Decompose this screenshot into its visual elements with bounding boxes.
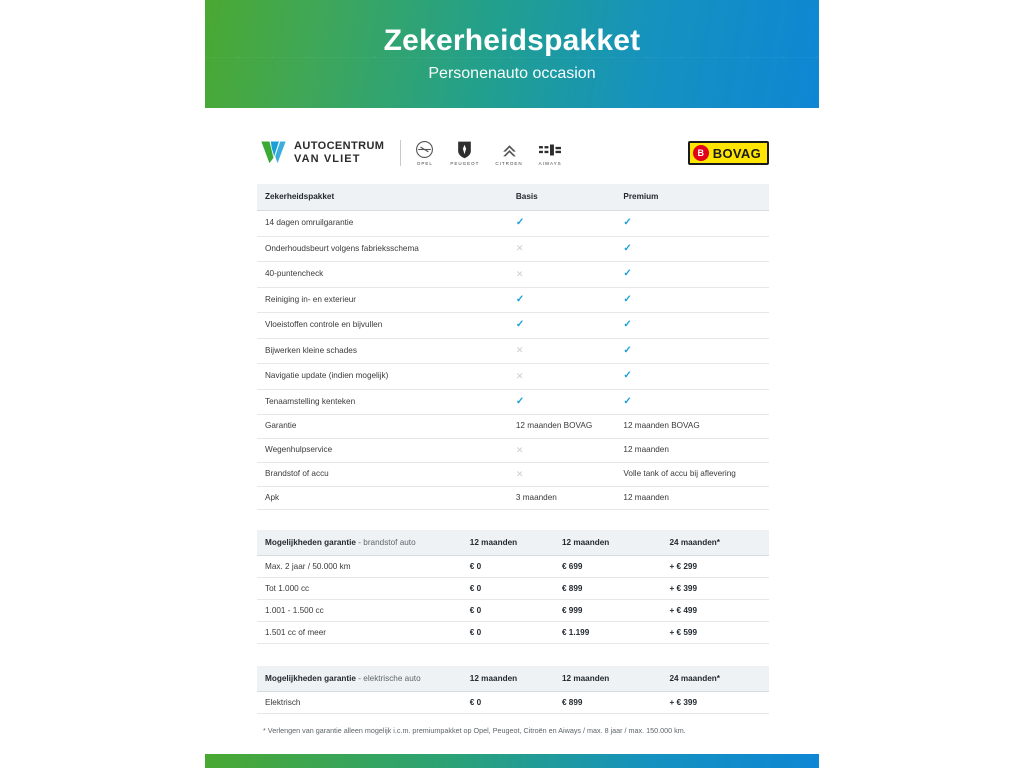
row-basis: [508, 262, 616, 288]
cross-icon: ✕: [515, 444, 524, 455]
row-basis: [508, 313, 616, 339]
header-gb-col2: 12 maanden: [462, 530, 554, 556]
header-feature: Zekerheidspakket: [257, 184, 508, 211]
zekerheidspakket-table-body: [257, 211, 769, 510]
row-basis: [508, 487, 616, 510]
logo-row: [205, 122, 819, 184]
footer-bar: [205, 754, 819, 768]
row-premium: [615, 338, 769, 364]
row-basis: [508, 236, 616, 262]
row-premium: [615, 462, 769, 486]
header-garantie-sub: - brandstof auto: [356, 538, 416, 548]
table-row: [257, 622, 769, 644]
row-feature: Garantie: [257, 415, 508, 438]
row-premium: [615, 438, 769, 462]
dealer-logo-text: [294, 140, 384, 165]
table-row: [257, 438, 769, 462]
row-feature: Vloeistoffen controle en bijvullen: [257, 313, 508, 339]
cross-icon: ✕: [515, 468, 524, 479]
header-ge-col3: 12 maanden: [554, 666, 662, 692]
garantie-elektrisch-head: [257, 666, 769, 692]
check-icon: ✓: [623, 370, 632, 382]
check-icon: ✓: [623, 395, 632, 407]
brand-aiways: [539, 140, 562, 166]
header-garantie-e-sub: - elektrische auto: [356, 674, 421, 684]
check-icon: ✓: [623, 268, 632, 280]
peugeot-caption: PEUGEOT: [450, 161, 480, 166]
garantie-brandstof-head: [257, 530, 769, 556]
row-label: 1.501 cc of meer: [257, 622, 462, 644]
row-premium: [615, 487, 769, 510]
row-col4: + € 499: [661, 600, 769, 622]
citroen-icon: [500, 140, 519, 159]
cell-text: 12 maanden BOVAG: [623, 421, 700, 431]
zekerheidspakket-table-head: [257, 184, 769, 211]
header-gb-col4: 24 maanden*: [661, 530, 769, 556]
cell-text: Volle tank of accu bij aflevering: [623, 469, 736, 479]
row-premium: [615, 389, 769, 415]
row-col3: € 999: [554, 600, 662, 622]
page-title: Zekerheidspakket: [383, 24, 641, 57]
footnote: * Verlengen van garantie alleen mogelijk i.c.m. premiumpakket op Opel, Peugeot, Citroën en Aiways / max. 8 jaar / max. 150.000 km.: [263, 726, 686, 736]
cell-text: 12 maanden: [623, 493, 669, 502]
row-label: Elektrisch: [257, 692, 462, 714]
row-col3: € 1.199: [554, 622, 662, 644]
row-col2: € 0: [462, 692, 554, 714]
row-basis: [508, 338, 616, 364]
table-row: [257, 692, 769, 714]
table-row: [257, 364, 769, 390]
row-feature: Onderhoudsbeurt volgens fabrieksschema: [257, 236, 508, 262]
row-basis: [508, 211, 616, 237]
header-ge-col2: 12 maanden: [462, 666, 554, 692]
brand-logos: [415, 140, 561, 166]
check-icon: ✓: [623, 319, 632, 331]
opel-caption: OPEL: [416, 161, 433, 166]
row-col3: € 899: [554, 578, 662, 600]
table-row: [257, 236, 769, 262]
row-feature: Reiniging in- en exterieur: [257, 287, 508, 313]
dealer-logo: [260, 140, 384, 166]
row-col4: + € 299: [661, 556, 769, 578]
page-subtitle: Personenauto occasion: [428, 65, 596, 82]
cell-text: 12 maanden: [623, 445, 669, 454]
tables-container: [205, 184, 819, 714]
check-icon: ✓: [623, 293, 632, 305]
zekerheidspakket-table: [257, 184, 769, 510]
row-feature: 14 dagen omruilgarantie: [257, 211, 508, 237]
row-feature: Navigatie update (indien mogelijk): [257, 364, 508, 390]
brand-peugeot: [450, 140, 479, 166]
row-premium: [615, 313, 769, 339]
aiways-caption: AIWAYS: [538, 161, 562, 166]
citroen-caption: CITROEN: [495, 161, 523, 166]
row-label: Tot 1.000 cc: [257, 578, 462, 600]
table-header-row: [257, 666, 769, 692]
check-icon: ✓: [623, 242, 632, 254]
dealer-name-line2: VAN VLIET: [294, 153, 361, 165]
dealer-name-line1: AUTOCENTRUM: [294, 140, 385, 153]
row-feature: Bijwerken kleine schades: [257, 338, 508, 364]
table-row: [257, 287, 769, 313]
header-ge-col4: 24 maanden*: [661, 666, 769, 692]
row-feature: 40-puntencheck: [257, 262, 508, 288]
check-icon: ✓: [515, 217, 525, 229]
cross-icon: ✕: [515, 345, 524, 356]
row-premium: [615, 262, 769, 288]
table-gap-2: [257, 644, 769, 664]
row-feature: Wegenhulpservice: [257, 438, 508, 462]
cross-icon: ✕: [515, 243, 524, 254]
row-basis: [508, 415, 616, 438]
garantie-elektrisch-body: [257, 692, 769, 714]
header-banner: [205, 0, 819, 108]
row-col2: € 0: [462, 622, 554, 644]
garantie-brandstof-table: [257, 530, 769, 644]
row-premium: [615, 364, 769, 390]
cross-icon: ✕: [515, 370, 524, 381]
row-label: 1.001 - 1.500 cc: [257, 600, 462, 622]
logo-divider: [400, 140, 401, 166]
row-feature: Brandstof of accu: [257, 462, 508, 486]
peugeot-icon: [457, 140, 472, 159]
row-feature: Tenaamstelling kenteken: [257, 389, 508, 415]
document-sheet: [205, 0, 819, 768]
row-feature: Apk: [257, 487, 508, 510]
header-garantie-brandstof: [257, 530, 462, 556]
check-icon: ✓: [623, 344, 632, 356]
cell-text: 12 maanden BOVAG: [515, 421, 593, 431]
check-icon: ✓: [623, 217, 632, 229]
check-icon: ✓: [515, 395, 525, 407]
cross-icon: ✕: [515, 268, 524, 279]
row-col2: € 0: [462, 578, 554, 600]
opel-icon: [415, 140, 434, 159]
row-basis: [508, 364, 616, 390]
row-basis: [508, 462, 616, 486]
garantie-brandstof-body: [257, 556, 769, 644]
row-premium: [615, 415, 769, 438]
header-gb-col3: 12 maanden: [554, 530, 662, 556]
table-row: [257, 338, 769, 364]
row-col4: + € 399: [661, 692, 769, 714]
table-row: [257, 487, 769, 510]
row-label: Max. 2 jaar / 50.000 km: [257, 556, 462, 578]
cell-text: 3 maanden: [515, 493, 557, 502]
row-premium: [615, 211, 769, 237]
bovag-mark-icon: B: [693, 145, 709, 161]
brand-opel: [415, 140, 434, 166]
table-row: [257, 578, 769, 600]
bovag-label: BOVAG: [712, 145, 761, 161]
row-col3: € 699: [554, 556, 662, 578]
garantie-elektrisch-table: [257, 666, 769, 714]
row-basis: [508, 287, 616, 313]
table-row: [257, 462, 769, 486]
row-premium: [615, 287, 769, 313]
header-premium: Premium: [615, 184, 769, 211]
row-col4: + € 399: [661, 578, 769, 600]
row-basis: [508, 389, 616, 415]
van-vliet-mark-icon: [260, 140, 287, 166]
table-row: [257, 313, 769, 339]
table-row: [257, 600, 769, 622]
check-icon: ✓: [515, 293, 525, 305]
table-row: [257, 556, 769, 578]
header-garantie-e-title: Mogelijkheden garantie: [265, 674, 356, 684]
row-basis: [508, 438, 616, 462]
table-header-row: [257, 184, 769, 211]
brand-citroen: [495, 140, 522, 166]
row-col2: € 0: [462, 556, 554, 578]
bovag-logo: [688, 141, 769, 165]
table-row: [257, 389, 769, 415]
header-garantie-elektrisch: [257, 666, 462, 692]
header-basis: Basis: [508, 184, 616, 211]
table-row: [257, 415, 769, 438]
aiways-icon: [539, 140, 561, 159]
row-col3: € 899: [554, 692, 662, 714]
row-col4: + € 599: [661, 622, 769, 644]
table-row: [257, 211, 769, 237]
header-garantie-title: Mogelijkheden garantie: [265, 538, 356, 548]
table-row: [257, 262, 769, 288]
table-header-row: [257, 530, 769, 556]
row-col2: € 0: [462, 600, 554, 622]
table-gap-1: [257, 510, 769, 528]
check-icon: ✓: [515, 319, 525, 331]
row-premium: [615, 236, 769, 262]
